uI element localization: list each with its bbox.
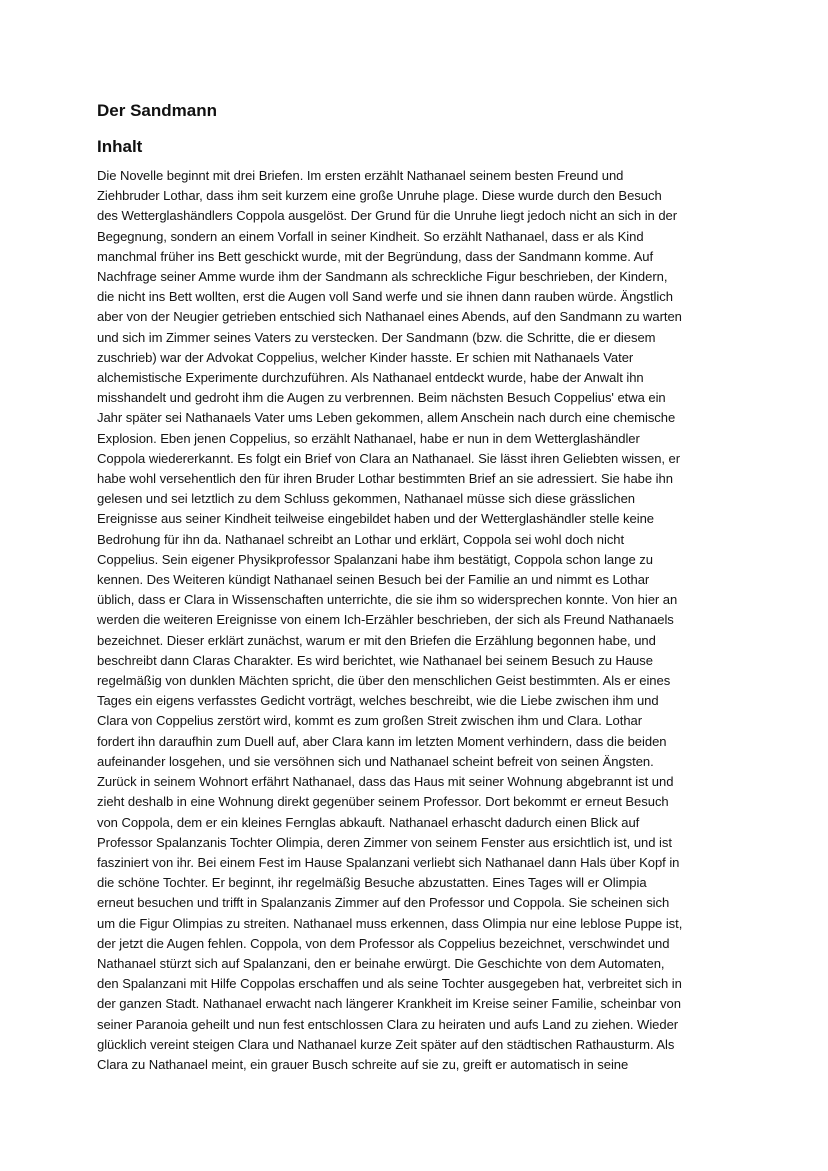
text-line: Tages ein eigens verfasstes Gedicht vorträgt, welches beschreibt, wie die Liebe zwischen ihm und — [97, 693, 659, 709]
text-line: Jahr später sei Nathanaels Vater ums Leben gekommen, allem Anschein nach durch eine chemische — [97, 410, 676, 426]
text-line: von Coppola, dem er ein kleines Fernglas abkauft. Nathanael erhascht dadurch einen Blick auf — [97, 814, 640, 830]
text-line: glücklich vereint steigen Clara und Nathanael kurze Zeit später auf den städtischen Rathausturm. Als — [97, 1036, 675, 1052]
text-line: aufeinander losgehen, und sie versöhnen sich und Nathanael scheint befreit von seinen Ängsten. — [97, 753, 654, 769]
text-line: Clara von Coppelius zerstört wird, kommt es zum großen Streit zwischen ihm und Clara. Lothar — [97, 713, 643, 729]
text-line: und sich im Zimmer seines Vaters zu verstecken. Der Sandmann (bzw. die Schritte, die er diesem — [97, 329, 656, 345]
text-line: Ereignisse aus seiner Kindheit teilweise eingebildet haben und der Wetterglashändler stelle keine — [97, 511, 655, 527]
text-line: bezeichnet. Dieser erklärt zunächst, warum er mit den Briefen die Erzählung begonnen habe, und — [97, 632, 656, 648]
text-line: die schöne Tochter. Er beginnt, ihr regelmäßig Besuche abzustatten. Eines Tages will er Olimpia — [97, 875, 647, 891]
text-line: beschreibt dann Claras Charakter. Es wird berichtet, wie Nathanael bei seinem Besuch zu Hause — [97, 652, 653, 668]
text-line: Zurück in seinem Wohnort erfährt Nathanael, dass das Haus mit seiner Wohnung abgebrannt ist und — [97, 774, 674, 790]
document-title: Der Sandmann — [97, 101, 217, 120]
text-line: zuschrieb) war der Advokat Coppelius, welcher Kinder hasste. Er schien mit Nathanaels Vater — [97, 349, 634, 365]
body-paragraph — [97, 166, 733, 1075]
text-line: Explosion. Eben jenen Coppelius, so erzählt Nathanael, habe er nun in dem Wetterglashändler — [97, 430, 640, 446]
text-line: manchmal früher ins Bett geschickt wurde, mit der Begründung, dass der Sandmann komme. Auf — [97, 248, 654, 264]
text-line: Professor Spalanzanis Tochter Olimpia, deren Zimmer von seinem Fenster aus ersichtlich ist, und ist — [97, 834, 672, 850]
text-line: Die Novelle beginnt mit drei Briefen. Im ersten erzählt Nathanael seinem besten Freund und — [97, 168, 624, 183]
text-line: zieht deshalb in eine Wohnung direkt gegenüber seinem Professor. Dort bekommt er erneut Besuch — [97, 794, 669, 810]
text-line: üblich, dass er Clara in Wissenschaften unterrichte, die sie ihm so widersprechen konnte. Von hier an — [97, 592, 678, 608]
text-line: alchemistische Experimente durchzuführen. Als Nathanael entdeckt wurde, habe der Anwalt ihn — [97, 370, 644, 386]
text-line: des Wetterglashändlers Coppola ausgelöst. Der Grund für die Unruhe liegt jedoch nicht an sich in der — [97, 208, 678, 224]
text-line: fasziniert von ihr. Bei einem Fest im Hause Spalanzani verliebt sich Nathanael dann Hals über Kopf in — [97, 854, 680, 870]
text-line: aber von der Neugier getrieben entschied sich Nathanael eines Abends, auf den Sandmann zu warten — [97, 309, 682, 325]
text-line: der ganzen Stadt. Nathanael erwacht nach längerer Krankheit im Kreise seiner Familie, scheinbar von — [97, 996, 681, 1012]
text-line: Coppola wiedererkannt. Es folgt ein Brief von Clara an Nathanael. Sie lässt ihren Geliebten wissen, er — [97, 450, 681, 466]
text-line: habe wohl versehentlich den für ihren Bruder Lothar bestimmten Brief an sie adressiert. Sie habe ihn — [97, 471, 673, 487]
text-line: misshandelt und gedroht ihm die Augen zu verbrennen. Beim nächsten Besuch Coppelius' etwa ein — [97, 390, 666, 406]
text-line: erneut besuchen und trifft in Spalanzanis Zimmer auf den Professor und Coppola. Sie scheinen sich — [97, 895, 670, 911]
text-line: Begegnung, sondern an einem Vorfall in seiner Kindheit. So erzählt Nathanael, dass er als Kind — [97, 228, 644, 244]
text-line: die nicht ins Bett wollten, erst die Augen voll Sand werfe und sie ihnen dann rauben würde. Ängstlich — [97, 289, 673, 305]
text-line: der jetzt die Augen fehlen. Coppola, von dem Professor als Coppelius bezeichnet, verschwindet und — [97, 935, 670, 951]
text-line: fordert ihn daraufhin zum Duell auf, aber Clara kann im letzten Moment verhindern, dass die beiden — [97, 733, 667, 749]
text-line: um die Figur Olimpias zu streiten. Nathanael muss erkennen, dass Olimpia nur eine leblose Puppe ist, — [97, 915, 683, 931]
text-line: werden die weiteren Ereignisse von einem Ich-Erzähler beschrieben, der sich als Freund Nathanaels — [97, 612, 674, 628]
text-line: den Spalanzani mit Hilfe Coppolas erschaffen und als seine Tochter ausgegeben hat, verbreitet sich in — [97, 976, 682, 992]
section-heading-inhalt: Inhalt — [97, 137, 143, 156]
text-line: Ziehbruder Lothar, dass ihm seit kurzem eine große Unruhe plage. Diese wurde durch den Besuch — [97, 188, 662, 204]
text-line: seiner Paranoia geheilt und nun fest entschlossen Clara zu heiraten und aufs Land zu ziehen. Wieder — [97, 1016, 679, 1032]
text-line: Nachfrage seiner Amme wurde ihm der Sandmann als schreckliche Figur beschrieben, der Kindern, — [97, 269, 668, 285]
text-line: Clara zu Nathanael meint, ein grauer Busch schreite auf sie zu, greift er automatisch in seine — [97, 1056, 629, 1072]
text-line: Coppelius. Sein eigener Physikprofessor Spalanzani habe ihm bestätigt, Coppola schon lange zu — [97, 551, 653, 567]
text-line: regelmäßig von dunklen Mächten spricht, die über den menschlichen Geist bestimmten. Als er eines — [97, 673, 671, 689]
text-line: gelesen und sei letztlich zu dem Schluss gekommen, Nathanael müsse sich diese grässlichen — [97, 491, 636, 507]
text-line: Bedrohung für ihn da. Nathanael schreibt an Lothar und erklärt, Coppola sei wohl doch nicht — [97, 531, 625, 547]
text-line: kennen. Des Weiteren kündigt Nathanael seinen Besuch bei der Familie an und nimmt es Lothar — [97, 572, 650, 588]
document-page — [97, 98, 733, 1075]
text-line: Nathanael stürzt sich auf Spalanzani, den er beinahe erwürgt. Die Geschichte von dem Automaten, — [97, 955, 665, 971]
